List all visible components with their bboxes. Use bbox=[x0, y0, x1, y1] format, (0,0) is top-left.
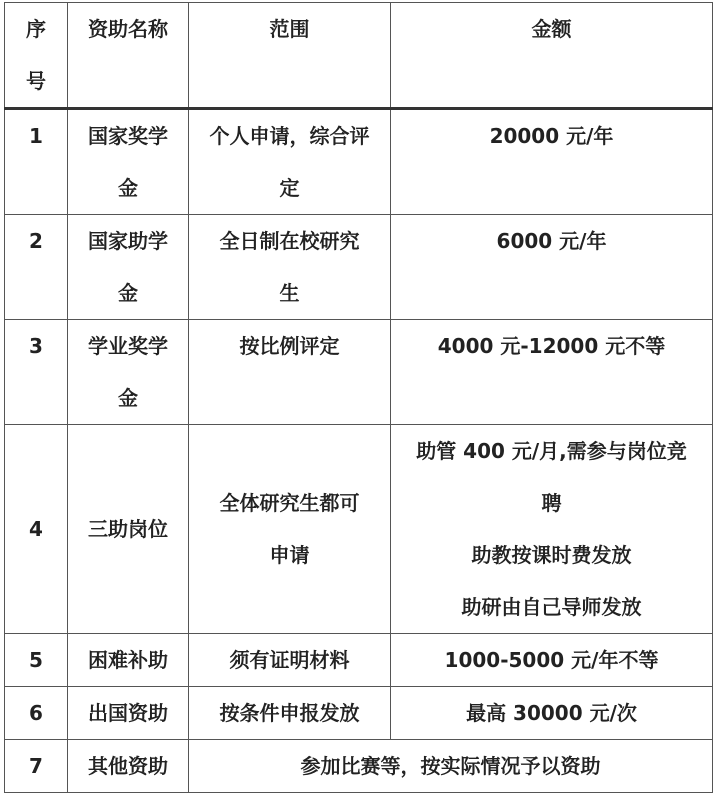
row-name bbox=[68, 425, 189, 634]
row-name-line: 三助岗位 bbox=[88, 517, 168, 541]
row-scope-line: 申请 bbox=[269, 543, 310, 567]
table-header-row bbox=[5, 3, 713, 109]
row-name: 困难补助 bbox=[68, 634, 189, 687]
row-amount bbox=[391, 320, 713, 425]
table-row bbox=[5, 634, 713, 687]
row-name bbox=[68, 109, 189, 215]
row-amount bbox=[391, 425, 713, 634]
row-index: 7 bbox=[5, 740, 68, 793]
row-amount-line: 聘 bbox=[541, 491, 562, 515]
header-amount: 金额 bbox=[391, 3, 713, 109]
row-scope bbox=[189, 425, 391, 634]
row-name bbox=[68, 215, 189, 320]
row-amount-line: 助教按课时费发放 bbox=[471, 543, 632, 567]
header-name: 资助名称 bbox=[68, 3, 189, 109]
row-name bbox=[68, 320, 189, 425]
row-name-line: 金 bbox=[118, 281, 138, 305]
funding-table bbox=[4, 2, 713, 793]
row-name-line: 国家助学 bbox=[88, 229, 168, 253]
row-scope-line: 按比例评定 bbox=[239, 334, 340, 358]
row-index: 1 bbox=[5, 109, 68, 215]
row-amount: 1000-5000 元/年不等 bbox=[391, 634, 713, 687]
row-scope bbox=[189, 320, 391, 425]
row-scope: 须有证明材料 bbox=[189, 634, 391, 687]
table-row bbox=[5, 425, 713, 634]
row-name-line: 国家奖学 bbox=[88, 124, 168, 148]
row-scope-line: 个人申请，综合评 bbox=[209, 124, 370, 148]
row-index: 6 bbox=[5, 687, 68, 740]
row-name-line: 金 bbox=[118, 176, 138, 200]
row-scope: 按条件申报发放 bbox=[189, 687, 391, 740]
row-amount-line: 4000 元-12000 元不等 bbox=[437, 334, 666, 358]
header-index bbox=[5, 3, 68, 109]
row-scope bbox=[189, 109, 391, 215]
table-row bbox=[5, 687, 713, 740]
row-name-line: 金 bbox=[118, 386, 138, 410]
table-row bbox=[5, 740, 713, 793]
row-amount bbox=[391, 215, 713, 320]
row-merged-note: 参加比赛等，按实际情况予以资助 bbox=[189, 740, 713, 793]
row-scope-line: 定 bbox=[279, 176, 300, 200]
row-scope bbox=[189, 215, 391, 320]
row-index: 2 bbox=[5, 215, 68, 320]
row-amount-line: 助管 400 元/月,需参与岗位竞 bbox=[416, 439, 687, 463]
row-name: 出国资助 bbox=[68, 687, 189, 740]
header-scope: 范围 bbox=[189, 3, 391, 109]
header-index-line1: 序 bbox=[26, 17, 46, 41]
row-amount bbox=[391, 109, 713, 215]
row-name-line: 学业奖学 bbox=[88, 334, 168, 358]
table-row bbox=[5, 215, 713, 320]
header-index-line2: 号 bbox=[26, 69, 46, 93]
row-name: 其他资助 bbox=[68, 740, 189, 793]
row-amount-line: 助研由自己导师发放 bbox=[461, 595, 642, 619]
row-index: 4 bbox=[5, 425, 68, 634]
row-index: 5 bbox=[5, 634, 68, 687]
row-scope-line: 全日制在校研究 bbox=[219, 229, 360, 253]
row-amount-line: 20000 元/年 bbox=[489, 124, 614, 148]
row-scope-line: 全体研究生都可 bbox=[219, 491, 360, 515]
row-scope-line: 生 bbox=[279, 281, 300, 305]
table-row bbox=[5, 320, 713, 425]
row-amount-line: 6000 元/年 bbox=[496, 229, 607, 253]
row-amount: 最高 30000 元/次 bbox=[391, 687, 713, 740]
table-row bbox=[5, 109, 713, 215]
row-index: 3 bbox=[5, 320, 68, 425]
